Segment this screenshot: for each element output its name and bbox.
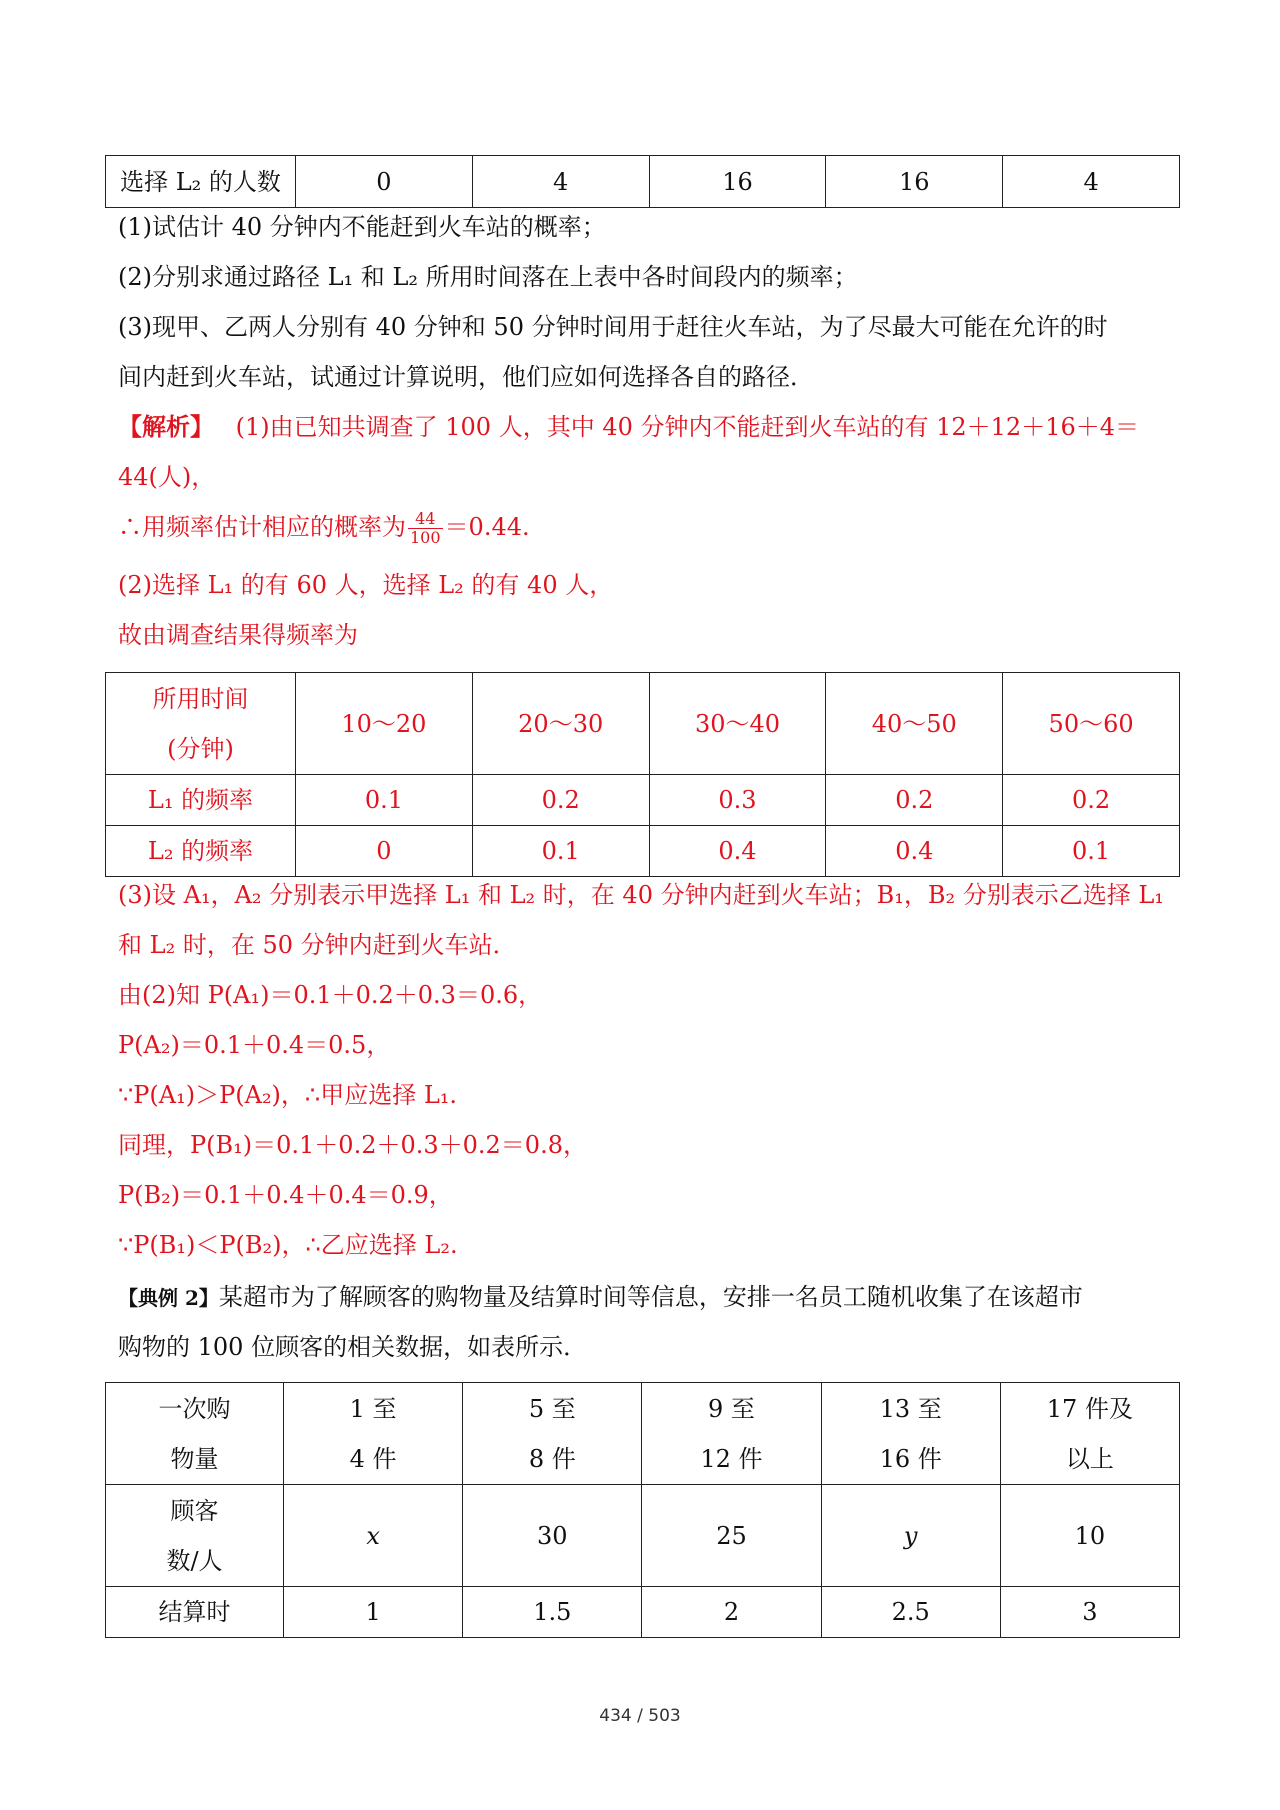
- solution-tag: 【解析】: [118, 412, 214, 441]
- cell-line-1: 9 至: [708, 1394, 755, 1423]
- table-cell: 0.2: [1003, 775, 1180, 826]
- table-row: [106, 1587, 1180, 1638]
- question-2: (2)分别求通过路径 L₁ 和 L₂ 所用时间落在上表中各时间段内的频率；: [118, 263, 858, 291]
- table-cell: 0.4: [649, 826, 826, 877]
- header-cell: 20～30: [472, 673, 649, 775]
- fraction-numerator: 44: [408, 510, 443, 529]
- cell-line-1: 5 至: [528, 1394, 576, 1423]
- table-cell: 0: [296, 156, 473, 208]
- page-number: 434 / 503: [599, 1706, 681, 1726]
- cell-line-2: 4 件: [349, 1444, 397, 1473]
- header-cell: 50～60: [1003, 673, 1180, 775]
- table-header-row: [106, 673, 1180, 775]
- solution-3-line-2: 和 L₂ 时，在 50 分钟内赶到火车站．: [118, 931, 517, 959]
- table-cell: 30: [463, 1485, 642, 1587]
- example-2-line-2: 购物的 100 位顾客的相关数据，如表所示．: [118, 1333, 588, 1361]
- table-cell: 2.5: [821, 1587, 1000, 1638]
- solution-3-line-6: 同理，P(B₁)＝0.1＋0.2＋0.3＋0.2＝0.8，: [118, 1131, 587, 1159]
- table-cell: 25: [642, 1485, 821, 1587]
- table-cell: 2: [642, 1587, 821, 1638]
- table-cell: 0.1: [472, 826, 649, 877]
- solution-3-line-7: P(B₂)＝0.1＋0.4＋0.4＝0.9，: [118, 1181, 453, 1209]
- table-cell: 0.3: [649, 775, 826, 826]
- table-row: [106, 1485, 1180, 1587]
- table-cell: 4: [1003, 156, 1180, 208]
- question-3-line-1: (3)现甲、乙两人分别有 40 分钟和 50 分钟时间用于赶往火车站，为了尽最大可能在允许的时: [118, 313, 1108, 341]
- table-cell: 0.4: [826, 826, 1003, 877]
- table-cell: 0: [296, 826, 473, 877]
- table-cell: 4: [472, 156, 649, 208]
- solution-1-line-2: 44(人)，: [118, 463, 216, 491]
- row-label: 结算时: [106, 1587, 284, 1638]
- question-3-line-2: 间内赶到火车站，试通过计算说明，他们应如何选择各自的路径．: [118, 363, 814, 391]
- question-1: (1)试估计 40 分钟内不能赶到火车站的概率；: [118, 213, 606, 241]
- table-cell: x: [284, 1485, 463, 1587]
- cell-line-1: 13 至: [879, 1394, 942, 1423]
- table-cell: 1: [284, 1587, 463, 1638]
- example-2-text: 某超市为了解顾客的购物量及结算时间等信息，安排一名员工随机收集了在该超市: [218, 1283, 1083, 1311]
- solution-2-line-2: 故由调查结果得频率为: [118, 621, 358, 649]
- shopping-table: [105, 1382, 1180, 1638]
- table-cell: 1.5: [463, 1587, 642, 1638]
- example-2-line-1: [118, 1280, 1178, 1315]
- cell-line-2: 12 件: [700, 1444, 763, 1473]
- table-cell: 10: [1000, 1485, 1179, 1587]
- table-cell: 0.2: [826, 775, 1003, 826]
- header-cell: 30～40: [649, 673, 826, 775]
- row-label-line-2: 数/人: [166, 1546, 223, 1575]
- table-cell: 16: [649, 156, 826, 208]
- fraction-denominator: 100: [410, 528, 441, 547]
- table-cell: [1000, 1383, 1179, 1485]
- solution-2-line-1: (2)选择 L₁ 的有 60 人，选择 L₂ 的有 40 人，: [118, 571, 614, 599]
- solution-3-line-4: P(A₂)＝0.1＋0.4＝0.5，: [118, 1031, 391, 1059]
- table-row: [106, 775, 1180, 826]
- header-label: [106, 673, 296, 775]
- row-label-line-1: 一次购: [158, 1394, 231, 1423]
- cell-line-2: 8 件: [528, 1444, 576, 1473]
- row-label-line-2: 物量: [170, 1444, 219, 1473]
- solution-1-line-1: [118, 410, 1178, 444]
- header-cell: 10～20: [296, 673, 473, 775]
- table-cell: y: [821, 1485, 1000, 1587]
- cell-line-1: 17 件及: [1046, 1394, 1133, 1423]
- solution-1-pre: ∴用频率估计相应的概率为: [118, 513, 406, 541]
- row-label: 选择 L₂ 的人数: [106, 156, 296, 208]
- header-cell: 40～50: [826, 673, 1003, 775]
- table-cell: 0.2: [472, 775, 649, 826]
- table-cell: 16: [826, 156, 1003, 208]
- header-label-line-2: (分钟): [167, 734, 234, 763]
- table-row: [106, 1383, 1180, 1485]
- fraction: [408, 510, 443, 547]
- table-cell: [463, 1383, 642, 1485]
- table-row: [106, 826, 1180, 877]
- table-cell: 0.1: [296, 775, 473, 826]
- row-label: [106, 1485, 284, 1587]
- row-label-line-1: 顾客: [170, 1496, 219, 1525]
- row-label: L₁ 的频率: [106, 775, 296, 826]
- solution-3-line-3: 由(2)知 P(A₁)＝0.1＋0.2＋0.3＝0.6，: [118, 981, 543, 1009]
- example-tag: 【典例 2】: [118, 1286, 219, 1310]
- table-cell: [821, 1383, 1000, 1485]
- cell-line-1: 1 至: [349, 1394, 397, 1423]
- row-label: [106, 1383, 284, 1485]
- table-cell: [642, 1383, 821, 1485]
- row-label: L₂ 的频率: [106, 826, 296, 877]
- table-row: [106, 156, 1180, 208]
- header-label-line-1: 所用时间: [152, 684, 249, 713]
- solution-3-line-5: ∵P(A₁)＞P(A₂)，∴甲应选择 L₁.: [118, 1081, 458, 1109]
- table-cell: [284, 1383, 463, 1485]
- solution-1-text: (1)由已知共调查了 100 人，其中 40 分钟内不能赶到火车站的有 12＋12＋16＋4＝: [235, 413, 1140, 441]
- cell-line-2: 16 件: [879, 1444, 942, 1473]
- solution-1-line-3: [118, 510, 1178, 547]
- frequency-table: [105, 672, 1180, 877]
- table-cell: 3: [1000, 1587, 1179, 1638]
- solution-3-line-8: ∵P(B₁)＜P(B₂)，∴乙应选择 L₂.: [118, 1231, 458, 1259]
- cell-line-2: 以上: [1065, 1444, 1114, 1473]
- solution-3-line-1: (3)设 A₁，A₂ 分别表示甲选择 L₁ 和 L₂ 时，在 40 分钟内赶到火车站；B₁，B₂ 分别表示乙选择 L₁: [118, 881, 1164, 909]
- table-cell: 0.1: [1003, 826, 1180, 877]
- solution-1-post: ＝0.44.: [444, 513, 530, 541]
- top-table: [105, 155, 1180, 208]
